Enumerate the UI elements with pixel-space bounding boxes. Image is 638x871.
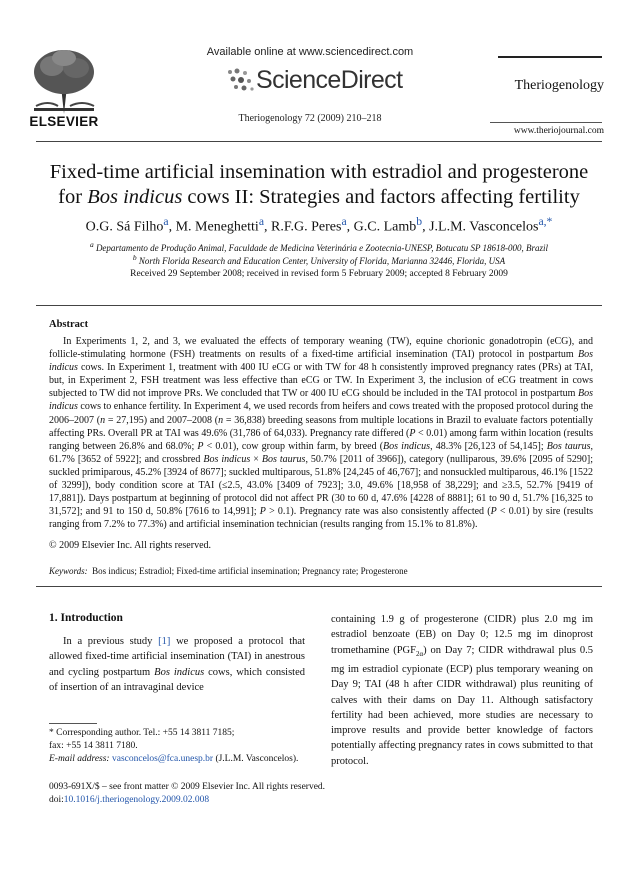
affiliation-link[interactable]: a,*	[538, 215, 553, 228]
doi-link[interactable]: 10.1016/j.theriogenology.2009.02.008	[63, 795, 210, 805]
reference-link[interactable]: [1]	[158, 636, 171, 647]
abstract-text: In Experiments 1, 2, and 3, we evaluated the effects of temporary weaning (TW), equine chorionic gonadotropin (eCG), and follicle-stimulating hormone (FSH) treatments on results of a fixed-time artificial insemination (TAI) protocol in postpartum Bos indicus cows. In Experiment 1, treatment with 400 IU eCG or with TW for 48 h consistently improved pregnancy rates (PRs) at TAI, but, in Experiment 2, FSH treatment was less effective than eCG or TW. In Experiment 3, the inclusion of eCG treatment in cows subjected to TW did not improve PRs. We concluded that TW or 400 IU eCG should be included in the TAI protocol in postpartum Bos indicus cows to enhance fertility. In Experiment 4, we used records from heifers and cows treated with the proposed protocol during the 2006–2007 (n = 27,195) and 2007–2008 (n = 36,838) breeding seasons from multiple locations in Brazil to evaluate factors potentially affecting PRs. Overall PR at TAI was 49.6% (31,786 of 64,033). Pregnancy rate differed (P < 0.01) among farm within location (results ranging between 26.8% and 68.0%; P < 0.01), cow group within farm, by breed (Bos indicus, 48.3% [26,123 of 54,145]; Bos taurus, 61.7% [3652 of 5922]; and crossbred Bos indicus × Bos taurus, 50.7% [2011 of 3966]), category (nulliparous, 39.6% [2095 of 5290]; suckled primiparous, 45.2% [3924 of 8677]; suckled multiparous, 51.8% [24,245 of 46,767]; and nonsuckled multiparous, 46.1% [1522 of 3299]), body condition score at TAI (≤2.5, 43.0% [3409 of 7923]; 3.0, 49.6% [18,958 of 38,229]; and ≥3.5, 52.7% [9419 of 17,881]). Days postpartum at beginning of protocol did not affect PR (30 to 60 d, 47.6% [4228 of 8881]; 61 to 90 d, 51.7% [16,325 to 31,572]; and 91 to 150 d, 50.8% [7616 to 14,991]; P > 0.1). Pregnancy rate was also consistently affected (P < 0.01) by sire (results ranging from 7.2% to 77.3%) and artificial insemination technician (results ranging from 15.1% to 81.8%).	[49, 336, 594, 531]
affiliation-link[interactable]: a	[258, 215, 264, 228]
author[interactable]: J.L.M. Vasconcelos	[429, 219, 539, 235]
intro-paragraph-continued: containing 1.9 g of progesterone (CIDR) plus 2.0 mg im estradiol benzoate (EB) on Day 0; 12.5 mg im dinoprost tromethamine $(PGF_{2\alpha})$ on Day 7; CIDR withdrawal plus 0.5 mg im estradiol cypionate (ECP) plus temporary weaning on Day 9; TAI (48 h after CIDR withdrawal) plus reuniting of calves with their dams on Day 11. Although satisfactory fertility had been achieved, more studies are necessary to improve results and provide better knowledge of factors potentially affecting pregnancy rates in cows submitted to that protocol.	[331, 614, 593, 767]
affiliation-link[interactable]: a	[341, 215, 347, 228]
author[interactable]: O.G. Sá Filho	[85, 219, 164, 235]
header-divider	[36, 141, 602, 142]
received-dates: Received 29 September 2008; received in revised form 5 February 2009; accepted 8 February 2009	[130, 269, 508, 279]
journal-url-link[interactable]: www.theriojournal.com	[513, 126, 604, 136]
issn-line: 0093-691X/$ – see front matter © 2009 Elsevier Inc. All rights reserved.	[49, 782, 326, 792]
abstract-heading: Abstract	[49, 319, 89, 330]
footnote-divider	[49, 723, 97, 724]
doi-line: doi:10.1016/j.theriogenology.2009.02.008	[49, 795, 210, 805]
abstract-top-divider	[36, 305, 602, 306]
keywords: Keywords: Bos indicus; Estradiol; Fixed-time artificial insemination; Pregnancy rate; Progesterone	[49, 566, 408, 576]
affiliation-b: $^b$ North Florida Research and Education Center, University of Florida, Marianna 32446, Florida, USA	[132, 253, 506, 266]
available-online-text: Available online at www.sciencedirect.com	[206, 46, 414, 58]
publisher-name: ELSEVIER	[29, 114, 99, 129]
fax-note: fax: +55 14 3811 7180.	[49, 741, 138, 751]
author[interactable]: R.F.G. Peres	[271, 219, 342, 235]
author[interactable]: G.C. Lamb	[353, 219, 417, 235]
journal-name: Theriogenology	[514, 78, 604, 93]
article-title: Fixed-time artificial insemination with estradiol and progesterone for Bos indicus cows II: Strategies and factors affecting fertility	[49, 161, 589, 208]
journal-citation: Theriogenology 72 (2009) 210–218	[238, 113, 382, 124]
sciencedirect-wordmark: ScienceDirect	[256, 66, 403, 94]
abstract-copyright: © 2009 Elsevier Inc. All rights reserved.	[49, 540, 212, 551]
abstract-bottom-divider	[36, 586, 602, 587]
journal-top-rule	[498, 56, 602, 58]
email-link[interactable]: vasconcelos@fca.unesp.br	[111, 754, 214, 764]
affiliation-link[interactable]: b	[416, 215, 423, 228]
section-heading-introduction: 1. Introduction	[49, 612, 123, 624]
author-list: O.G. Sá Filho$^a$, M. Meneghetti$^a$, R.F.G. Peres$^a$, G.C. Lamb$^b$, J.L.M. Vasconcelos$^{a,*}$	[85, 215, 553, 235]
affiliation-a: $^a$ Departamento de Produção Animal, Faculdade de Medicina Veterinária e Zootecnia-UNESP, Botucatu SP 18618-000, Brazil	[89, 240, 549, 253]
affiliation-link[interactable]: a	[163, 215, 169, 228]
journal-bottom-rule	[490, 122, 602, 123]
author[interactable]: M. Meneghetti	[175, 219, 259, 235]
email-note: E-mail address: vasconcelos@fca.unesp.br (J.L.M. Vasconcelos).	[49, 754, 299, 764]
corresponding-author-note: * Corresponding author. Tel.: +55 14 3811 7185;	[49, 728, 235, 738]
intro-paragraph: In a previous study [1] we proposed a protocol that allowed fixed-time artificial insemination (TAI) in anestrous and cycling postpartum Bos indicus cows, which consisted of insertion of an intravaginal device	[49, 636, 305, 693]
